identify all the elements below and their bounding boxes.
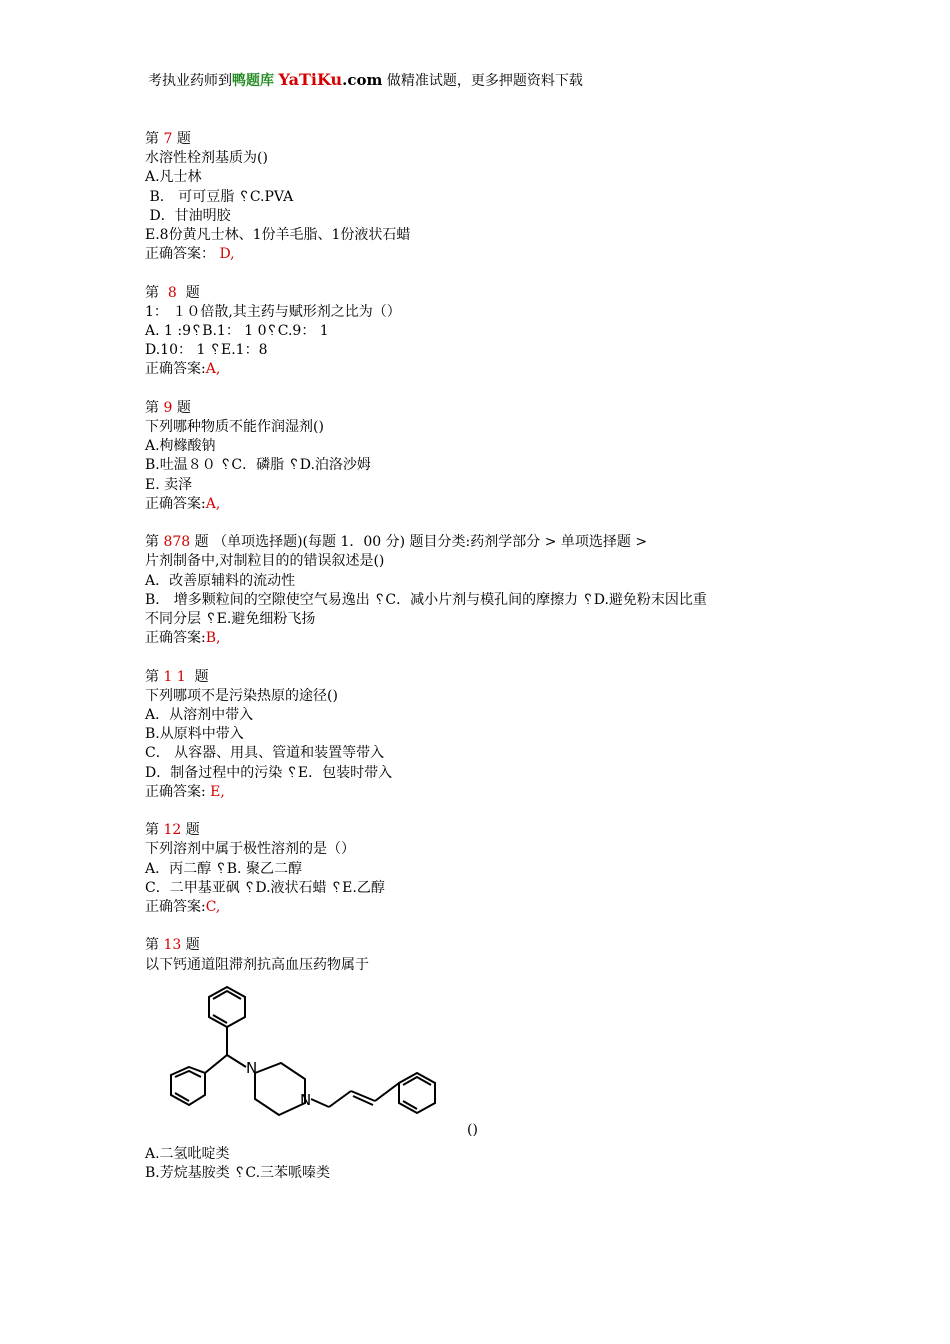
question-stem: 下列哪种物质不能作润湿剂() — [145, 419, 324, 436]
header-prefix: 考执业药师到 — [148, 73, 232, 89]
question-block — [145, 533, 825, 648]
question-block — [145, 284, 825, 380]
question-stem: 以下钙通道阻滞剂抗高血压药物属于 — [145, 956, 369, 973]
question-title: 第 12 题 — [145, 822, 200, 839]
question-number: 9 — [163, 399, 173, 416]
question-block — [145, 399, 825, 514]
answer-value: E, — [210, 783, 225, 800]
nitrogen-label-2: N — [300, 1090, 312, 1109]
question-list — [145, 130, 825, 1202]
question-block — [145, 936, 825, 1183]
answer-value: D, — [219, 246, 235, 263]
option-line: B． 增多颗粒间的空隙使空气易逸出 ␦C．减小片剂与模孔间的摩擦力 ␦D.避免粉末因比重 — [145, 591, 707, 608]
brand-cn: 鸭题库 — [232, 73, 274, 89]
question-title: 第 7 题 — [145, 131, 191, 147]
question-block — [145, 821, 825, 917]
question-title: 第 8 题 — [145, 284, 200, 301]
question-title: 第 9 题 — [145, 399, 191, 416]
cinnarizine-structure-drawing — [145, 975, 465, 1145]
option-line: D.10： 1 ␦E.1：8 — [145, 342, 268, 359]
answer-value: B, — [205, 630, 221, 647]
question-stem: 1： １０倍散,其主药与赋形剂之比为（） — [145, 303, 401, 320]
option-line: B.吐温８０ ␦C．磷脂 ␦D.泊洛沙姆 — [145, 457, 371, 474]
answer-blank: () — [467, 1121, 478, 1138]
page-header — [148, 70, 583, 90]
answer-line: 正确答案:A, — [145, 361, 221, 378]
option-line: A.二氢吡啶类 — [145, 1145, 230, 1162]
answer-line: 正确答案:B, — [145, 630, 221, 647]
question-stem: 片剂制备中,对制粒目的的错误叙述是() — [145, 553, 385, 570]
chemical-structure — [145, 975, 825, 1145]
question-title: 第 1 1 题 — [145, 668, 209, 685]
question-number: 8 — [167, 284, 177, 301]
option-line: E.8份黄凡士林、1份羊毛脂、1份液状石蜡 — [145, 227, 411, 244]
option-line: A. 1 :9␦B.1： 1 0␦C.9： 1 — [145, 323, 329, 340]
question-stem: 下列哪项不是污染热原的途径() — [145, 687, 338, 704]
option-line: E. 卖泽 — [145, 476, 193, 493]
phenyl-ring-right — [399, 1073, 435, 1113]
answer-value: A, — [205, 361, 221, 378]
answer-line: 正确答案:C, — [145, 899, 221, 916]
question-number: 13 — [163, 937, 182, 954]
option-line: C．二甲基亚砜 ␦D.液状石蜡 ␦E.乙醇 — [145, 879, 385, 896]
option-line: C． 从容器、用具、管道和装置等带入 — [145, 745, 385, 762]
question-title: 第 13 题 — [145, 937, 200, 954]
piperazine-ring — [255, 1063, 305, 1115]
question-block — [145, 130, 825, 264]
question-stem: 下列溶剂中属于极性溶剂的是（） — [145, 841, 355, 858]
option-line: D．制备过程中的污染 ␦E．包装时带入 — [145, 764, 393, 781]
question-title: 第 878 题 （单项选择题)(每题 1．00 分) 题目分类:药剂学部分 > 单项选择题 > — [145, 534, 648, 551]
brand-com: .com — [342, 71, 383, 89]
option-line: 不同分层 ␦E.避免细粉飞扬 — [145, 611, 316, 628]
option-line: B.芳烷基胺类 ␦C.三苯哌嗪类 — [145, 1165, 331, 1182]
phenyl-ring-top — [209, 987, 245, 1027]
nitrogen-label-1: N — [246, 1058, 258, 1077]
option-line: A.凡士林 — [145, 169, 202, 186]
question-number: 878 — [163, 534, 191, 551]
question-number: 12 — [163, 822, 182, 839]
option-line: A．丙二醇 ␦B. 聚乙二醇 — [145, 860, 302, 877]
option-line: A.枸橼酸钠 — [145, 438, 216, 455]
option-line: D．甘油明胶 — [145, 207, 231, 224]
option-line: A．从溶剂中带入 — [145, 707, 254, 724]
answer-line: 正确答案: E, — [145, 783, 225, 800]
option-line: A．改善原辅料的流动性 — [145, 572, 296, 589]
question-number: 7 — [163, 131, 173, 147]
answer-value: A, — [205, 495, 221, 512]
answer-line: 正确答案： D, — [145, 246, 235, 263]
question-block — [145, 668, 825, 802]
question-stem: 水溶性栓剂基质为() — [145, 150, 268, 167]
answer-line: 正确答案:A, — [145, 495, 221, 512]
option-line: B.从原料中带入 — [145, 726, 244, 743]
header-suffix: 做精准试题，更多押题资料下载 — [386, 73, 583, 89]
brand-en: YaTiKu — [278, 70, 343, 89]
option-line: B． 可可豆脂 ␦C.PVA — [145, 188, 294, 205]
answer-value: C, — [205, 899, 221, 916]
question-number: 1 1 — [163, 668, 186, 685]
